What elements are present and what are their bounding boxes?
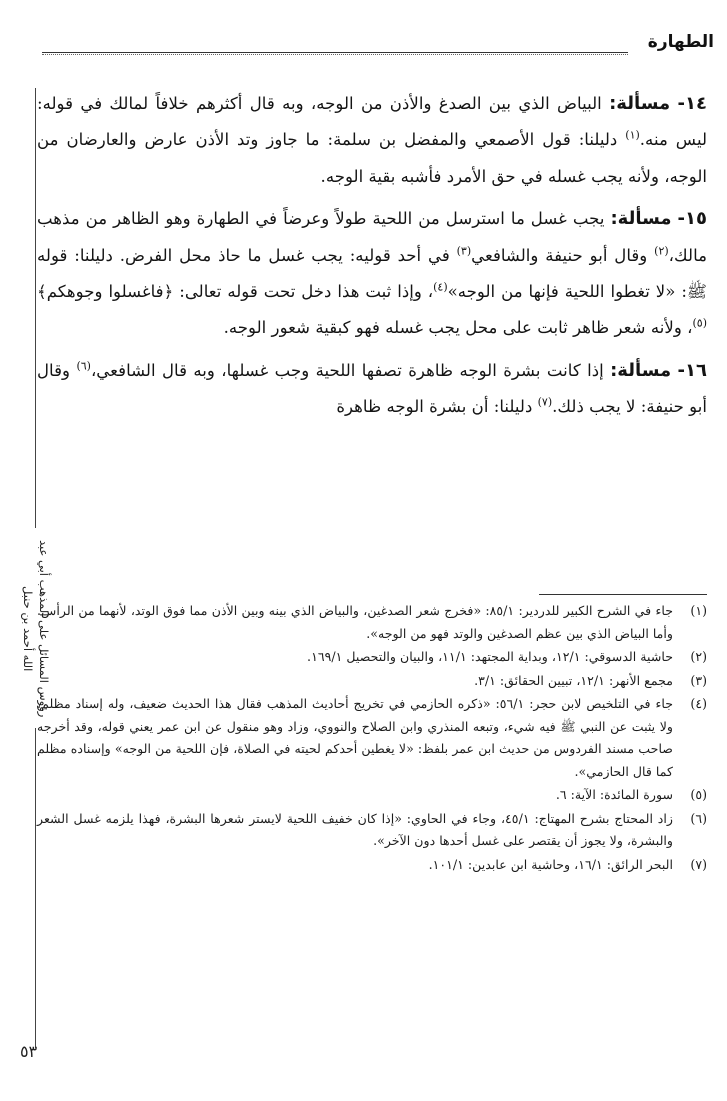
- masala-label: مسألة:: [610, 359, 672, 381]
- masala-text: دليلنا: أن بشرة الوجه ظاهرة: [336, 397, 538, 417]
- masala-text: يجب غسل ما استرسل من اللحية طولاً وعرضاً في الطهارة وهو الظاهر من مذهب مالك،: [37, 209, 708, 265]
- footnote-number: (٣): [690, 672, 707, 688]
- book-title-vertical: رؤوس المسائل على المذهب أبي عبد الله أحمد بن حنبل: [21, 540, 51, 718]
- footnote-item: [37, 600, 707, 645]
- footnote-ref[interactable]: (٣): [456, 244, 472, 258]
- footnote-text: مجمع الأنهر: ١٢/١، تبيين الحقائق: ٣/١.: [474, 672, 673, 688]
- footnote-text: حاشية الدسوقي: ١٢/١، وبداية المجتهد: ١١/١، والبيان والتحصيل ١٦٩/١.: [307, 649, 673, 664]
- masala-16: [37, 353, 707, 426]
- masala-label: مسألة:: [609, 93, 671, 114]
- masala-text: ، وإذا ثبت هذا دخل تحت قوله تعالى: ﴿فاغسلوا وجوهكم﴾: [37, 282, 434, 302]
- footnote-number: (٥): [690, 787, 707, 802]
- running-header: [42, 30, 714, 64]
- footnote-item: [37, 670, 707, 693]
- footnote-number: (٤): [690, 696, 707, 711]
- masala-text: وقال أبو حنيفة والشافعي: [471, 245, 655, 265]
- chapter-title: الطهارة: [647, 32, 714, 52]
- footnote-text: جاء في التلخيص لابن حجر: ٥٦/١: «ذكره الحازمي في تخريج أحاديث المذهب فقال هذا الحديث ضعيف، وله إسناد مظلم، ولا يثبت عن النبي ﷺ فيه شيء، وتبعه المنذري وابن الصلاح والنووي، وزاد وهو منقول عن ابن عمر يعني قوله، وقد أخرجه صاحب مسند الفردوس من حديث ابن عمر بلفظ: «لا يغطين أحدكم لحيته في الصلاة، فإن اللحية من الوجه» وإسناده مظلم كما قال الحازمي».: [37, 696, 673, 779]
- footnote-text: زاد المحتاج بشرح المهتاج: ٤٥/١، وجاء في الحاوي: «إذا كان خفيف اللحية لايستر شعرها البشرة، فهذا يلزمه غسل الشعر والبشرة، ولا يجوز أن يقتصر على غسل أحدها دون الآخر».: [37, 810, 673, 848]
- footnote-ref[interactable]: (٦): [76, 359, 91, 373]
- masala-text: ، ولأنه شعر ظاهر ثابت على محل يجب غسله فهو كبقية شعور الوجه.: [223, 318, 693, 338]
- footnote-number: (٦): [690, 810, 707, 826]
- masala-14: [37, 86, 707, 195]
- side-rule-bottom: [35, 728, 36, 1048]
- footnote-ref[interactable]: (١): [625, 128, 640, 142]
- masala-text: وقال أبو حنيفة: لا يجب ذلك.: [37, 360, 707, 417]
- footnote-ref[interactable]: (٤): [433, 280, 448, 294]
- footnote-item: [37, 693, 707, 783]
- footnote-number: (٧): [690, 856, 707, 872]
- masala-text: البياض الذي بين الصدغ والأذن من الوجه، وبه قال أكثرهم خلافاً لمالك في قوله: ليس منه.: [37, 94, 708, 150]
- footnote-item: [37, 808, 707, 853]
- footnote-number: (٢): [690, 649, 707, 664]
- footnote-text: جاء في الشرح الكبير للدردير: ٨٥/١: «فخرج شعر الصدغين، والبياض الذي بينه وبين الأذن مما فوق الوتد، لأنهما من الرأس. وأما البياض الذي بين عظم الصدغين والوتد فهو من الوجه».: [37, 603, 673, 641]
- masala-text: إذا كانت بشرة الوجه ظاهرة تصفها اللحية وجب غسلها، وبه قال الشافعي،: [90, 360, 604, 380]
- masala-15: [37, 201, 707, 347]
- page-number: ٥٣: [20, 1042, 38, 1061]
- footnote-item: [37, 854, 707, 877]
- footnote-item: [37, 646, 707, 669]
- masala-number: ١٦-: [677, 359, 708, 381]
- footnote-ref[interactable]: (٧): [537, 395, 553, 409]
- masala-text: في أحد قوليه: يجب غسل ما حاذ محل الفرض. دليلنا: قوله ﷺ: «لا تغطوا اللحية فإنها من الوجه»: [37, 245, 707, 302]
- footnote-number: (١): [690, 603, 707, 618]
- main-text: [37, 86, 707, 432]
- footnote-separator: [539, 594, 707, 595]
- side-rule-top: [35, 88, 36, 528]
- footnote-ref[interactable]: (٥): [692, 316, 707, 330]
- footnote-text: سورة المائدة: الآية: ٦.: [555, 787, 673, 802]
- masala-number: ١٤-: [677, 93, 707, 114]
- header-rule: [42, 52, 628, 55]
- footnote-ref[interactable]: (٢): [654, 244, 669, 258]
- masala-text: دليلنا: قول الأصمعي والمفضل بن سلمة: ما جاوز وتد الأذن عارض والعارضان من الوجه، ولأنه يجب غسله في حق الأمرد فأشبه بقية الوجه.: [37, 130, 707, 186]
- footnotes: [37, 600, 707, 877]
- footnote-item: [37, 784, 707, 807]
- footnote-text: البحر الرائق: ١٦/١، وحاشية ابن عابدين: ١٠١/١.: [428, 856, 673, 872]
- masala-number: ١٥-: [677, 208, 707, 230]
- masala-label: مسألة:: [610, 208, 672, 230]
